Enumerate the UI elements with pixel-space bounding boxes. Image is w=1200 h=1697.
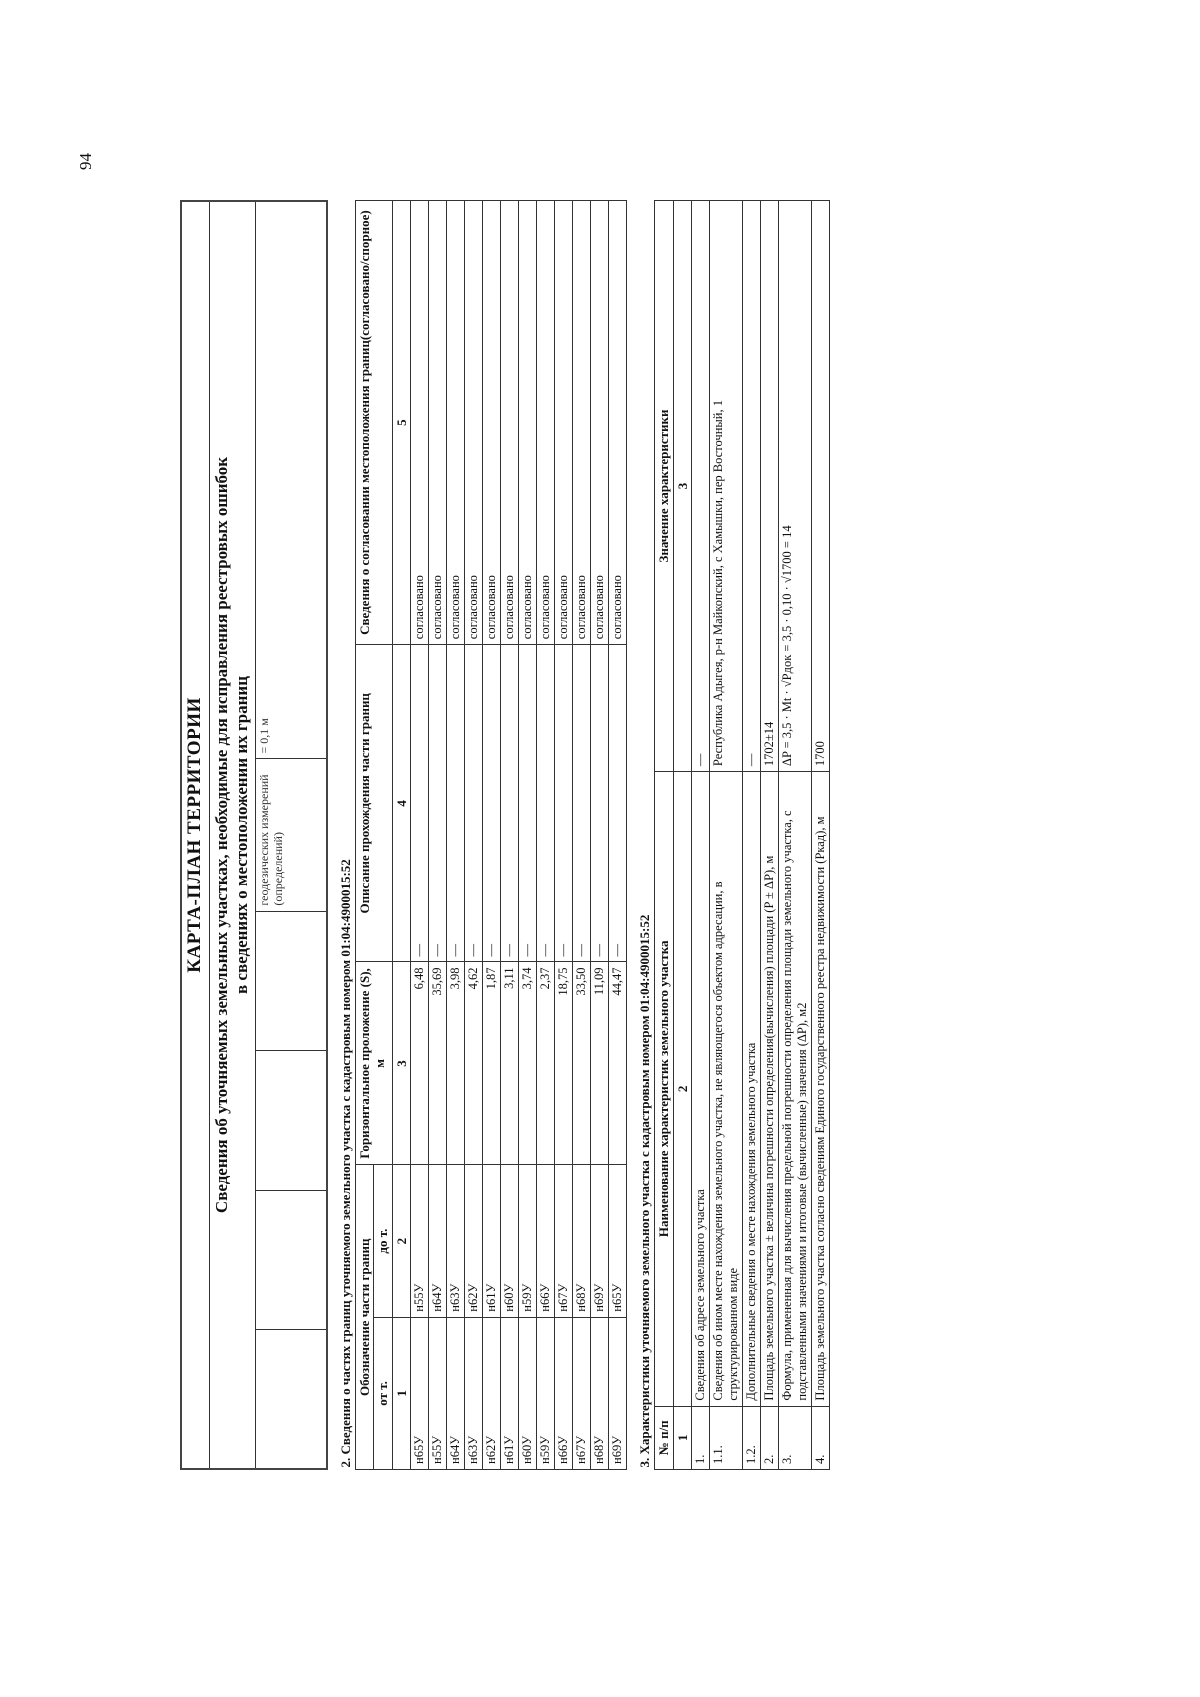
cell-name: Площадь земельного участка ± величина погрешности определения(вычисления) площади (P ± ΔP), м (761, 772, 779, 1407)
cell-agreement: согласовано (447, 201, 465, 645)
cell-description: — (573, 645, 591, 962)
cell-value: Республика Адыгея, р-н Майкопский, с Хамышки, пер Восточный, 1 (710, 201, 743, 772)
cell-description: — (411, 645, 429, 962)
cell-num: 1.2. (743, 1406, 761, 1469)
cell-from: н60У (519, 1317, 537, 1469)
cell-description: — (465, 645, 483, 962)
cell-to: н67У (555, 1165, 573, 1317)
cell-value: 1702±14 (761, 201, 779, 772)
col-number: 3 (673, 201, 692, 772)
document-subtitle (209, 201, 255, 1469)
cell-agreement: согласовано (573, 201, 591, 645)
cell-horizontal: 35,69 (429, 962, 447, 1165)
cell-to: н69У (591, 1165, 609, 1317)
cell-description: — (519, 645, 537, 962)
cell-from: н65У (411, 1317, 429, 1469)
cell-description: — (429, 645, 447, 962)
cell-agreement: согласовано (555, 201, 573, 645)
subtitle-line-2: в сведениях о местоположении их границ (232, 676, 252, 994)
document-title: КАРТА-ПЛАН ТЕРРИТОРИИ (181, 201, 209, 1469)
table-row (537, 201, 555, 1470)
table-row (779, 201, 812, 1470)
table-row (501, 201, 519, 1470)
cell-horizontal: 6,48 (411, 962, 429, 1165)
col-number: 4 (392, 645, 411, 962)
cell-to: н61У (483, 1165, 501, 1317)
cell-horizontal: 4,62 (465, 962, 483, 1165)
cell-description: — (555, 645, 573, 962)
cell-horizontal: 33,50 (573, 962, 591, 1165)
cell-name: Дополнительные сведения о месте нахождения земельного участка (743, 772, 761, 1407)
table-row (465, 201, 483, 1470)
blank-cell (255, 1190, 327, 1329)
col-number: 2 (392, 1165, 411, 1317)
table-row (761, 201, 779, 1470)
table-row (609, 201, 627, 1470)
cell-from: н62У (483, 1317, 501, 1469)
cell-horizontal: 3,74 (519, 962, 537, 1165)
horizontal-header: Горизонтальное проложение (S), м (355, 962, 392, 1165)
designation-header: Обозначение части границ (355, 1165, 374, 1470)
cell-to: н60У (501, 1165, 519, 1317)
cell-from: н55У (429, 1317, 447, 1469)
cell-to: н66У (537, 1165, 555, 1317)
table-row (519, 201, 537, 1470)
page-number: 94 (76, 153, 95, 170)
section3-table (627, 200, 830, 1470)
accuracy-label: геодезических измерений (определений) (255, 759, 327, 911)
cell-name: Сведения об адресе земельного участка (692, 772, 710, 1407)
cell-agreement: согласовано (411, 201, 429, 645)
cell-horizontal: 3,11 (501, 962, 519, 1165)
cell-num: 1. (692, 1406, 710, 1469)
subtitle-line-1: Сведения об уточняемых земельных участках, необходимые для исправления реестровых ошибок (211, 456, 231, 1214)
col-number: 1 (673, 1406, 692, 1469)
cell-agreement: согласовано (465, 201, 483, 645)
cell-agreement: согласовано (483, 201, 501, 645)
cell-to: н59У (519, 1165, 537, 1317)
section2-title: 2. Сведения о частях границ уточняемого земельного участка с кадастровым номером 01:04:4900015:52 (338, 859, 354, 1468)
cell-description: — (537, 645, 555, 962)
col-number: 1 (392, 1317, 411, 1469)
table-row (411, 201, 429, 1470)
table-row (483, 201, 501, 1470)
cell-name: Формула, примененная для вычисления предельной погрешности определения площади земельного участка, с подставленными значениями и итоговые (вычисленные) значения (ΔP), м2 (779, 772, 812, 1407)
cell-agreement: согласовано (429, 201, 447, 645)
cell-from: н59У (537, 1317, 555, 1469)
cell-from: н69У (609, 1317, 627, 1469)
table-row (692, 201, 710, 1470)
cell-description: — (609, 645, 627, 962)
cell-to: н68У (573, 1165, 591, 1317)
cell-name: Площадь земельного участка согласно сведениям Единого государственного реестра недвижимости (Ркад), м (812, 772, 830, 1407)
cell-to: н55У (411, 1165, 429, 1317)
section3-title: 3. Характеристики уточняемого земельного участка с кадастровым номером 01:04:4900015:52 (637, 914, 653, 1468)
cell-value: 1700 (812, 201, 830, 772)
to-header: до т. (374, 1165, 393, 1317)
table-row (812, 201, 830, 1470)
cell-value: ΔP = 3,5 · Mt · √Pдок = 3,5 · 0,10 · √1700 = 14 (779, 201, 812, 772)
cell-to: н65У (609, 1165, 627, 1317)
cell-num: 2. (761, 1406, 779, 1469)
blank-cell (255, 911, 327, 1050)
cell-from: н61У (501, 1317, 519, 1469)
cell-value: — (743, 201, 761, 772)
cell-num: 4. (812, 1406, 830, 1469)
table-row (591, 201, 609, 1470)
cell-from: н66У (555, 1317, 573, 1469)
description-header: Описание прохождения части границ (355, 645, 392, 962)
cell-to: н63У (447, 1165, 465, 1317)
cell-description: — (447, 645, 465, 962)
cell-horizontal: 1,87 (483, 962, 501, 1165)
cell-value: — (692, 201, 710, 772)
agreement-header: Сведения о согласовании местоположения границ(согласовано/спорное) (355, 201, 392, 645)
cell-name: Сведения об ином месте нахождения земельного участка, не являющегося объектом адресации, в структурированном виде (710, 772, 743, 1407)
table-row (429, 201, 447, 1470)
cell-description: — (591, 645, 609, 962)
col-number: 5 (392, 201, 411, 645)
rotated-document (180, 200, 1040, 1470)
cell-from: н68У (591, 1317, 609, 1469)
cell-description: — (501, 645, 519, 962)
accuracy-value: = 0,1 м (255, 201, 327, 759)
value-header: Значение характеристики (655, 201, 674, 772)
table-row (710, 201, 743, 1470)
cell-horizontal: 44,47 (609, 962, 627, 1165)
cell-horizontal: 11,09 (591, 962, 609, 1165)
cell-agreement: согласовано (501, 201, 519, 645)
cell-from: н67У (573, 1317, 591, 1469)
blank-cell (255, 1330, 327, 1469)
col-number: 2 (673, 772, 692, 1407)
name-header: Наименование характеристик земельного участка (655, 772, 674, 1407)
col-number: 3 (392, 962, 411, 1165)
cell-horizontal: 2,37 (537, 962, 555, 1165)
cell-description: — (483, 645, 501, 962)
section2-table (328, 200, 627, 1470)
header-table (180, 200, 328, 1470)
num-header: № п/п (655, 1406, 674, 1469)
cell-num: 3. (779, 1406, 812, 1469)
from-header: от т. (374, 1317, 393, 1469)
cell-horizontal: 18,75 (555, 962, 573, 1165)
table-row (555, 201, 573, 1470)
blank-cell (255, 1051, 327, 1190)
cell-agreement: согласовано (519, 201, 537, 645)
cell-to: н64У (429, 1165, 447, 1317)
cell-horizontal: 3,98 (447, 962, 465, 1165)
table-row (743, 201, 761, 1470)
cell-to: н62У (465, 1165, 483, 1317)
cell-from: н64У (447, 1317, 465, 1469)
cell-agreement: согласовано (609, 201, 627, 645)
cell-agreement: согласовано (591, 201, 609, 645)
cell-from: н63У (465, 1317, 483, 1469)
cell-agreement: согласовано (537, 201, 555, 645)
table-row (573, 201, 591, 1470)
table-row (447, 201, 465, 1470)
cell-num: 1.1. (710, 1406, 743, 1469)
